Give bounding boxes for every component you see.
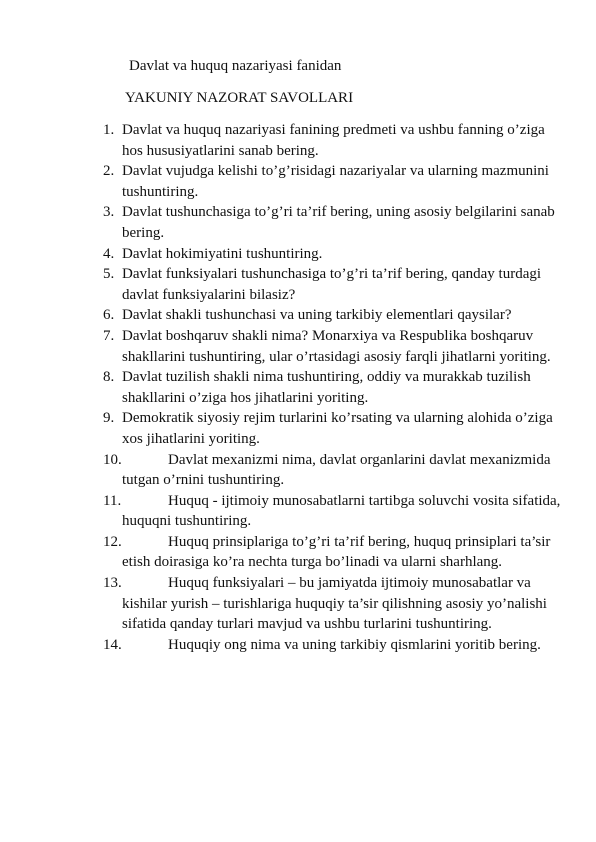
list-item: [0, 120, 562, 161]
item-text: Davlat vujudga kelishi to’g’risidagi nazariyalar va ularning mazmunini tushuntiring.: [122, 163, 549, 200]
item-text: Demokratik siyosiy rejim turlarini ko’rsating va ularning alohida o’ziga xos jihatlarini yoriting.: [122, 410, 553, 447]
item-text: Davlat hokimiyatini tushuntiring.: [122, 245, 323, 262]
item-text: Huquqiy ong nima va uning tarkibiy qismlarini yoritib bering.: [168, 636, 541, 653]
item-text: Davlat tushunchasiga to’g’ri ta’rif bering, uning asosiy belgilarini sanab bering.: [122, 204, 555, 241]
item-number: 7.: [103, 327, 115, 344]
item-number: 12.: [103, 533, 122, 550]
list-item: [0, 244, 562, 265]
item-text: Huquq funksiyalari – bu jamiyatda ijtimoiy munosabatlar va kishilar yurish – turishlariga huquqiy ta’sir qilishning asosiy yo’nalishi sifatida qanday turlari mavjud va ushbu turlarini tushuntiring.: [122, 575, 547, 633]
item-number: 3.: [103, 204, 115, 221]
item-number: 8.: [103, 369, 115, 386]
item-number: 10.: [103, 451, 122, 468]
list-item: [0, 450, 562, 491]
list-item: [0, 264, 562, 305]
question-list: [0, 120, 596, 655]
item-number: 6.: [103, 307, 115, 324]
item-number: 13.: [103, 575, 122, 592]
item-text: Huquq - ijtimoiy munosabatlarni tartibga soluvchi vosita sifatida, huquqni tushuntiring.: [122, 492, 561, 530]
item-text: Davlat va huquq nazariyasi fanining predmeti va ushbu fanning o’ziga hos hususiyatlarini sanab bering.: [122, 122, 545, 159]
item-number: 14.: [103, 636, 122, 653]
item-text: Davlat mexanizmi nima, davlat organlarini davlat mexanizmida tutgan o’rnini tushuntiring.: [122, 451, 551, 489]
list-item: [0, 635, 562, 656]
item-number: 1.: [103, 122, 115, 138]
item-text: Davlat shakli tushunchasi va uning tarkibiy elementlari qaysilar?: [122, 307, 512, 324]
item-text: Davlat tuzilish shakli nima tushuntiring, oddiy va murakkab tuzilish shakllarini o’ziga hos jihatlarini yoriting.: [122, 369, 531, 406]
list-item: [0, 326, 562, 367]
item-number: 5.: [103, 266, 115, 283]
item-text: Davlat boshqaruv shakli nima? Monarxiya va Respublika boshqaruv shakllarini tushuntiring, ular o’rtasidagi asosiy farqli jihatlarni yoriting.: [122, 327, 551, 365]
list-item: [0, 532, 562, 573]
item-number: 9.: [103, 410, 115, 427]
list-item: [0, 202, 562, 243]
list-item: [0, 573, 562, 635]
list-item: [0, 161, 562, 202]
document-title: Davlat va huquq nazariyasi fanidan: [129, 58, 342, 74]
list-item: [0, 408, 562, 449]
list-item: [0, 305, 562, 326]
item-text: Huquq prinsiplariga to’g’ri ta’rif bering, huquq prinsiplari ta’sir etish doirasiga ko’ra nechta turga bo’linadi va ularni sharhlang.: [122, 533, 551, 571]
item-number: 11.: [103, 492, 122, 509]
list-item: [0, 491, 562, 532]
document-subtitle: YAKUNIY NAZORAT SAVOLLARI: [125, 90, 354, 106]
item-text: Davlat funksiyalari tushunchasiga to’g’ri ta’rif bering, qanday turdagi davlat funksiyalarini bilasiz?: [122, 266, 542, 303]
item-number: 4.: [103, 245, 115, 262]
item-number: 2.: [103, 163, 115, 180]
list-item: [0, 367, 562, 408]
